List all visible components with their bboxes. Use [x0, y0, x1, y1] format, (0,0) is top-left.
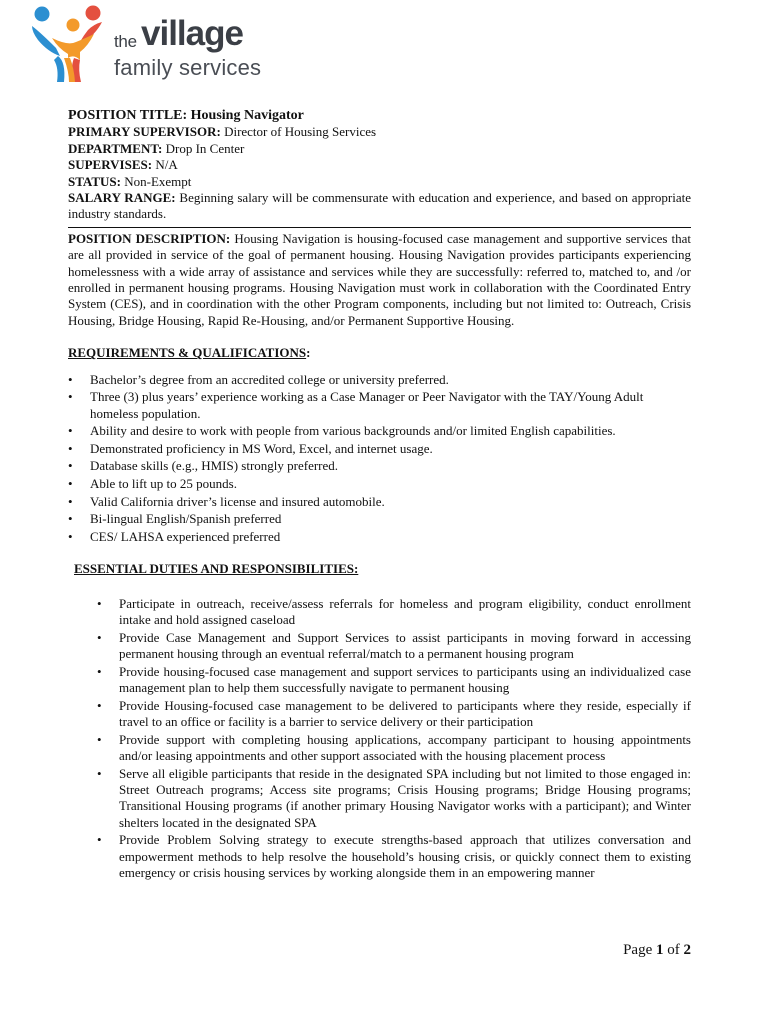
bullet-icon: • [68, 423, 73, 439]
bullet-icon: • [97, 832, 102, 848]
bullet-icon: • [97, 697, 102, 713]
duty-item-text: Provide housing-focused case management and support services to participants using an individualized case management plan to help them successfully navigate to permanent housing [119, 663, 691, 696]
bullet-icon: • [68, 389, 73, 405]
bullet-icon: • [68, 528, 73, 544]
supervisor-key: PRIMARY SUPERVISOR: [68, 124, 221, 140]
requirement-item [68, 476, 691, 492]
requirement-item-text: Bi-lingual English/Spanish preferred [90, 511, 282, 527]
bullet-icon: • [68, 511, 73, 527]
requirement-item-text: Database skills (e.g., HMIS) strongly preferred. [90, 458, 339, 474]
supervisor-value: Director of Housing Services [224, 124, 377, 140]
duty-item [97, 629, 691, 663]
salary-value: Beginning salary will be commensurate with education and experience, and based on appropriate industry standards. [68, 190, 692, 222]
section-divider [68, 227, 691, 228]
supervises-line [68, 157, 691, 173]
position-title-value: Housing Navigator [190, 108, 304, 123]
supervises-value: N/A [155, 157, 178, 173]
requirement-item-text: Bachelor’s degree from an accredited college or university preferred. [90, 371, 449, 387]
supervises-key: SUPERVISES: [68, 157, 153, 173]
bullet-icon: • [97, 663, 102, 679]
requirement-item [68, 493, 691, 510]
department-value: Drop In Center [165, 140, 245, 156]
requirement-item [68, 458, 691, 474]
bullet-icon: • [68, 476, 73, 492]
bullet-icon: • [97, 595, 102, 611]
duty-item-text: Provide Problem Solving strategy to execute strengths-based approach that utilizes conversation and empowerment methods to help resolve the household’s housing crisis, or quickly connect them to existing emergency or crisis housing services by working alongside them in an empowering manner [119, 832, 691, 881]
bullet-icon: • [68, 440, 73, 456]
duty-item [97, 697, 691, 731]
requirements-heading-text: REQUIREMENTS & QUALIFICATIONS [68, 345, 307, 361]
requirement-item [68, 423, 691, 439]
of-word: of [667, 942, 680, 958]
duty-item [97, 731, 691, 765]
requirement-item-text: Ability and desire to work with people from various backgrounds and/or limited English capabilities. [90, 423, 616, 439]
salary-key: SALARY RANGE: [68, 190, 176, 206]
duties-heading: ESSENTIAL DUTIES AND RESPONSIBILITIES: [74, 561, 359, 577]
duty-item-text: Provide support with completing housing applications, accompany participant to housing appointments and/or leasing appointments and other support associated with the housing placement process [119, 731, 691, 764]
page-number [623, 942, 691, 959]
duty-item-text: Participate in outreach, receive/assess referrals for homeless and program eligibility, conduct enrollment intake and hold assigned caseload [119, 595, 691, 628]
village-logo [30, 2, 270, 88]
bullet-icon: • [68, 493, 73, 509]
requirements-list [68, 372, 691, 546]
requirement-item [68, 528, 691, 545]
position-title-key: POSITION TITLE: [68, 108, 188, 123]
duties-list [68, 596, 691, 882]
description-key: POSITION DESCRIPTION: [68, 230, 231, 246]
requirement-item-text: CES/ LAHSA experienced preferred [90, 528, 281, 544]
logo-village-text: village [141, 14, 243, 53]
duty-item [97, 765, 691, 832]
department-line [68, 141, 691, 157]
status-line [68, 174, 691, 190]
requirements-heading [68, 345, 691, 361]
job-description [68, 108, 691, 883]
bullet-icon: • [68, 458, 73, 474]
requirement-item [68, 389, 691, 422]
requirement-item [68, 440, 691, 457]
page-current: 1 [656, 942, 664, 958]
duty-item-text: Provide Case Management and Support Services to assist participants in moving forward in accessing permanent housing through an eventual referral/match to a permanent housing program [119, 629, 691, 662]
requirement-item-text: Three (3) plus years’ experience working as a Case Manager or Peer Navigator with the TAY/Young Adult homeless population. [90, 389, 644, 421]
duty-item [97, 832, 691, 881]
position-description [68, 231, 691, 329]
duty-item-text: Provide Housing-focused case management to be delivered to participants where they reside, especially if travel to an office or facility is a barrier to service delivery or their participation [119, 697, 691, 730]
requirement-item-text: Valid California driver’s license and insured automobile. [90, 493, 385, 509]
requirement-item-text: Able to lift up to 25 pounds. [90, 476, 237, 492]
family-figures-icon [30, 2, 120, 88]
position-title-line [68, 108, 691, 124]
duty-item [97, 595, 691, 629]
requirement-item [68, 511, 691, 527]
department-key: DEPARTMENT: [68, 140, 163, 156]
duty-item [97, 663, 691, 697]
logo-the-text: the [114, 32, 137, 51]
requirements-heading-colon: : [306, 345, 311, 361]
status-value: Non-Exempt [124, 173, 192, 189]
description-text: Housing Navigation is housing-focused case management and supportive services that are all provided in service of the goal of permanent housing. Housing Navigation provides participants experiencing homelessness with a wide array of assistance and services while they are successfully: referred to, matched to, and /or enrolled in permanent housing programs. Housing Navigation must work in collaboration with the Coordinated Entry System (CES), and in coordination with the other Program components, including but not limited to: Outreach, Crisis Housing, Bridge Housing, Rapid Re-Housing, and/or Permanent Supportive Housing. [68, 230, 691, 328]
page-word: Page [623, 942, 653, 958]
bullet-icon: • [68, 371, 73, 387]
requirement-item-text: Demonstrated proficiency in MS Word, Excel, and internet usage. [90, 440, 433, 456]
page-total: 2 [683, 942, 691, 958]
supervisor-line [68, 124, 691, 140]
bullet-icon: • [97, 629, 102, 645]
salary-line [68, 190, 691, 223]
status-key: STATUS: [68, 173, 121, 189]
requirement-item [68, 371, 691, 388]
logo-family-services-text: family services [114, 55, 262, 80]
bullet-icon: • [97, 765, 102, 781]
bullet-icon: • [97, 731, 102, 747]
duty-item-text: Serve all eligible participants that reside in the designated SPA including but not limited to those engaged in: Street Outreach programs; Access site programs; Crisis Housing programs; Bridge Housing programs; Transitional Housing programs (if another primary Housing Navigator works with a participant); and Winter shelters located in the designated SPA [119, 765, 691, 830]
